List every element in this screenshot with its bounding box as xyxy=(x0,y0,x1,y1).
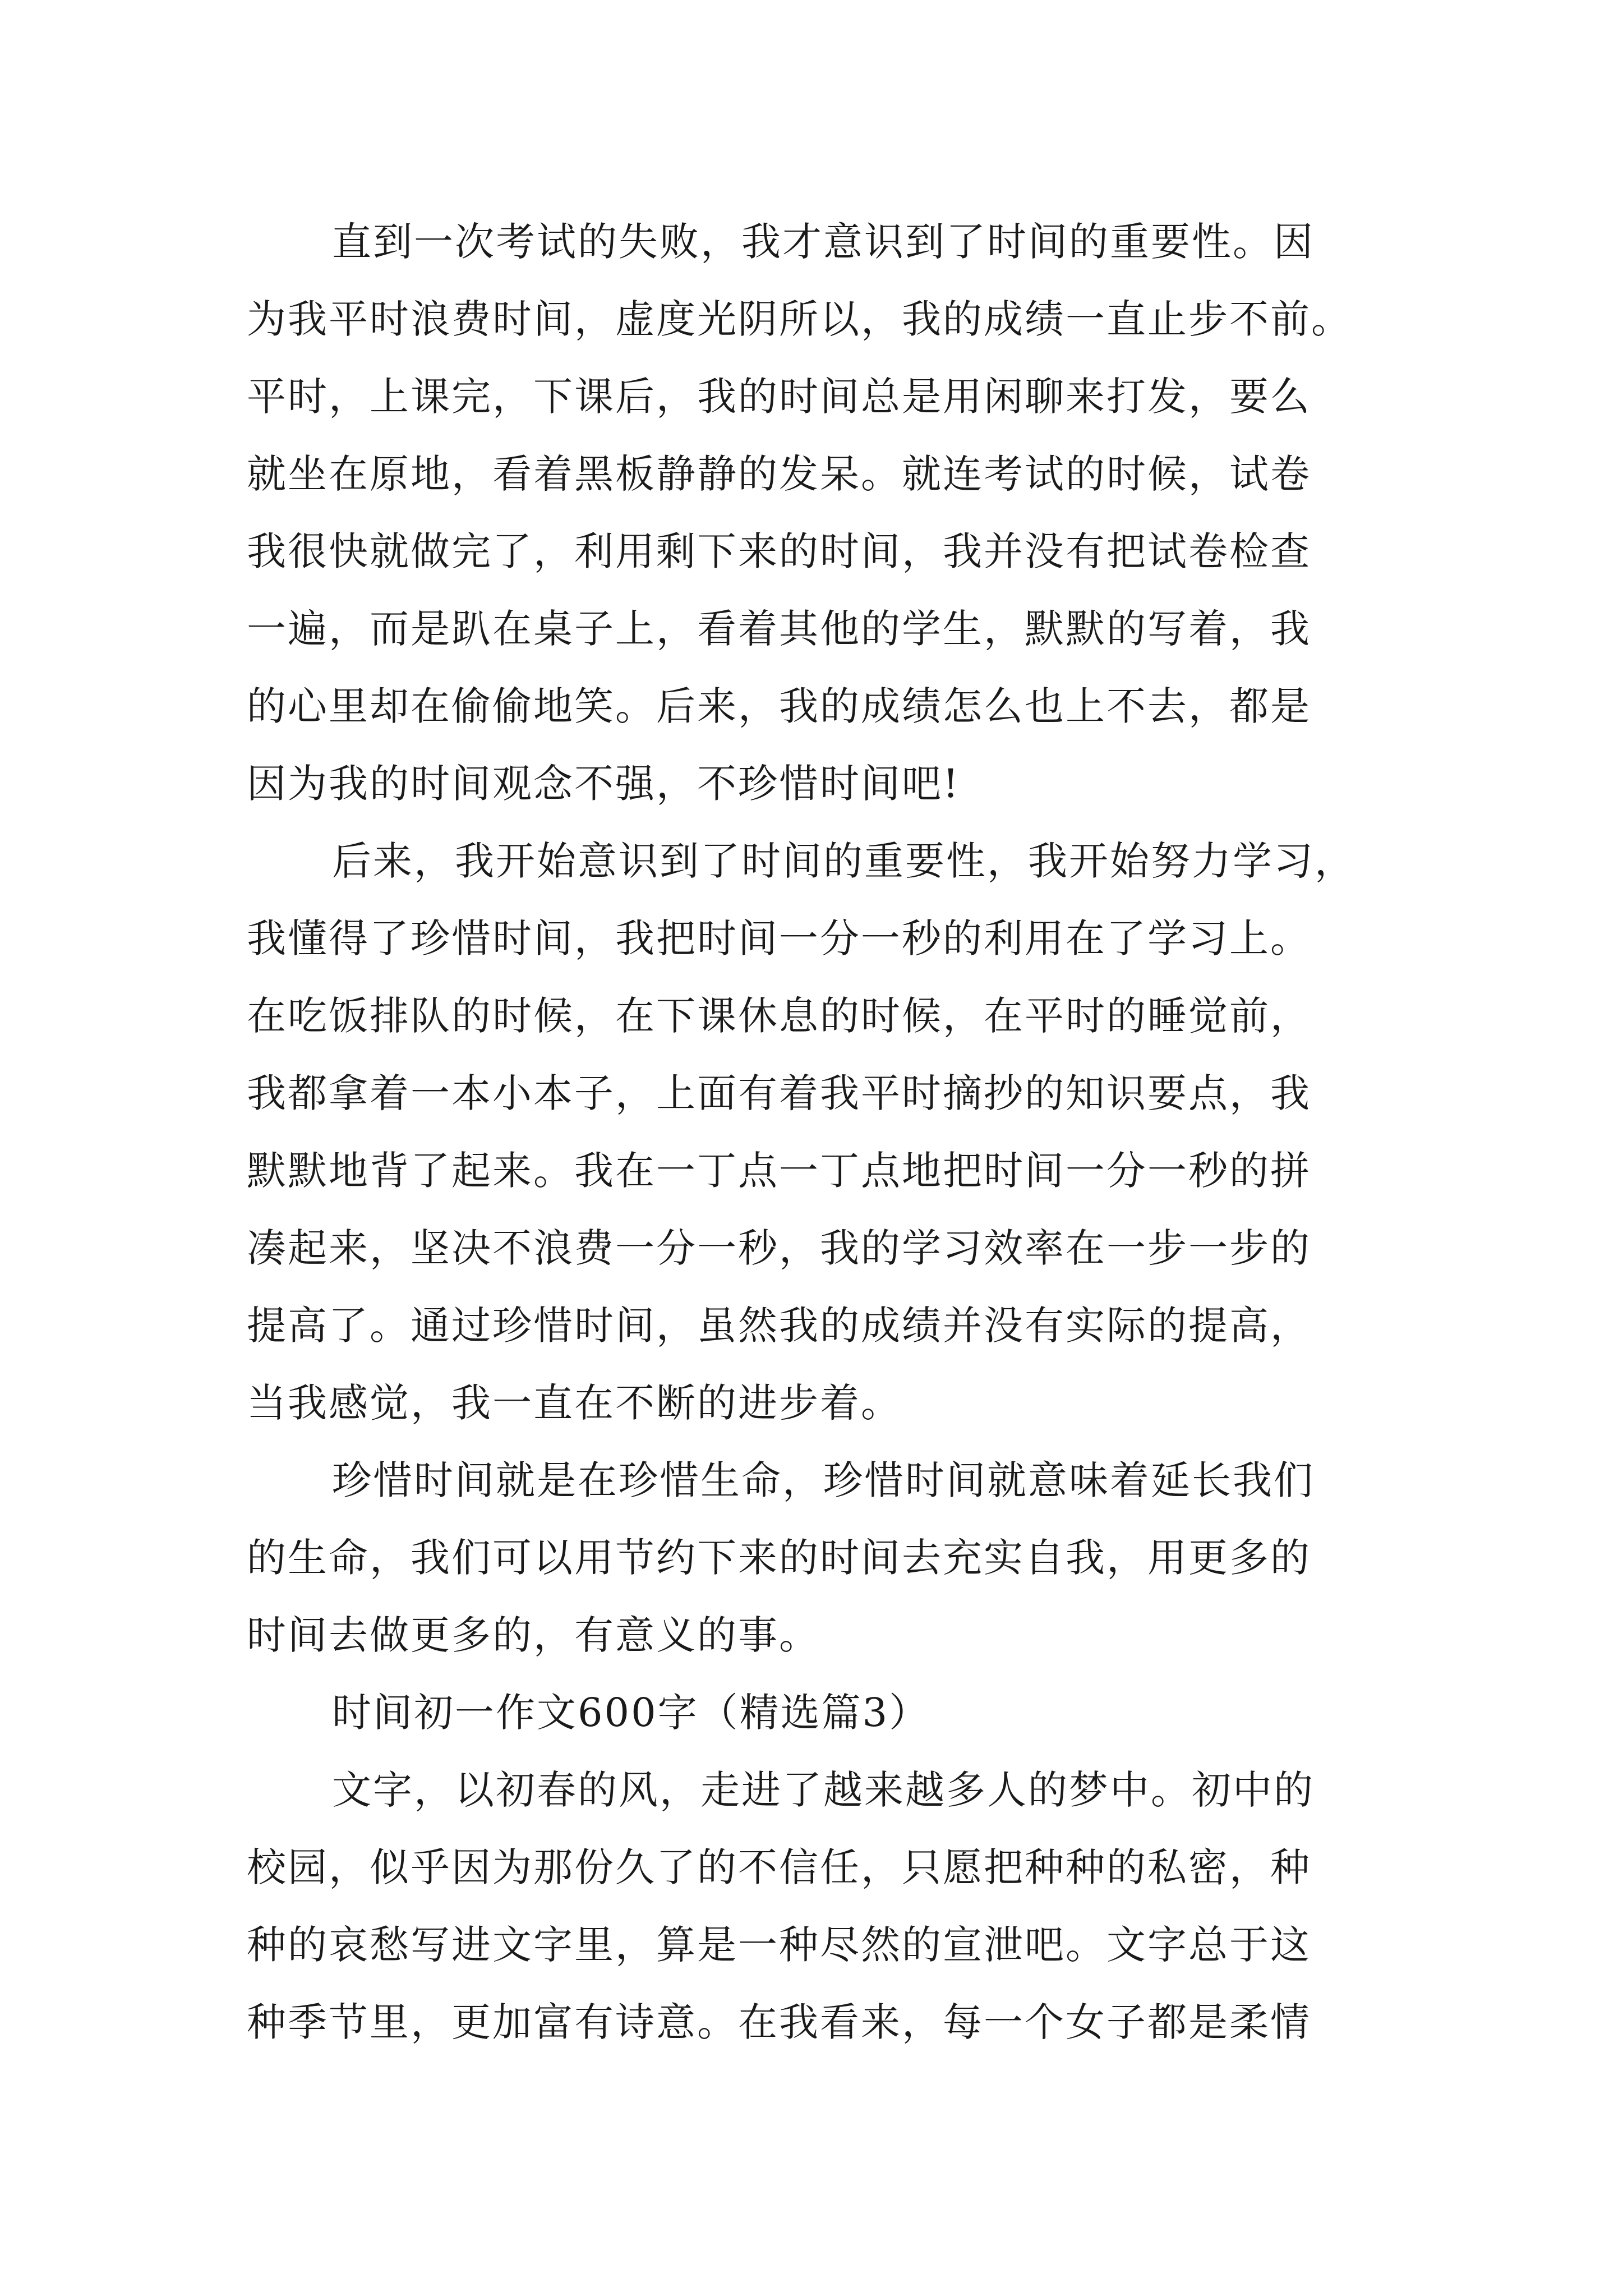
text-line: 一遍，而是趴在桌子上，看着其他的学生，默默的写着，我 xyxy=(247,606,1311,652)
text-line: 我懂得了珍惜时间，我把时间一分一秒的利用在了学习上。 xyxy=(247,915,1311,961)
text-line: 时间去做更多的，有意义的事。 xyxy=(247,1612,820,1658)
text-line: 平时，上课完，下课后，我的时间总是用闲聊来打发，要么 xyxy=(247,374,1311,420)
text-line: 直到一次考试的失败，我才意识到了时间的重要性。因 xyxy=(332,219,1315,265)
text-line: 种的哀愁写进文字里，算是一种尽然的宣泄吧。文字总于这 xyxy=(247,1922,1311,1968)
text-line: 我很快就做完了，利用剩下来的时间，我并没有把试卷检查 xyxy=(247,528,1311,574)
text-line: 因为我的时间观念不强，不珍惜时间吧! xyxy=(247,761,961,807)
text-line: 默默地背了起来。我在一丁点一丁点地把时间一分一秒的拼 xyxy=(247,1148,1311,1194)
document-body xyxy=(247,203,1402,2061)
text-line: 种季节里，更加富有诗意。在我看来，每一个女子都是柔情 xyxy=(247,1999,1311,2045)
text-line: 文字，以初春的风，走进了越来越多人的梦中。初中的 xyxy=(332,1767,1315,1813)
text-line: 后来，我开始意识到了时间的重要性，我开始努力学习， xyxy=(332,838,1355,884)
text-line: 的生命，我们可以用节约下来的时间去充实自我，用更多的 xyxy=(247,1535,1311,1581)
section-heading: 时间初一作文600字（精选篇3） xyxy=(332,1690,930,1736)
text-line: 当我感觉，我一直在不断的进步着。 xyxy=(247,1380,902,1426)
text-line: 我都拿着一本小本子，上面有着我平时摘抄的知识要点，我 xyxy=(247,1070,1311,1116)
text-line: 提高了。通过珍惜时间，虽然我的成绩并没有实际的提高， xyxy=(247,1303,1311,1349)
text-line: 为我平时浪费时间，虚度光阴所以，我的成绩一直止步不前。 xyxy=(247,296,1352,342)
text-line: 校园，似乎因为那份久了的不信任，只愿把种种的私密，种 xyxy=(247,1844,1311,1890)
text-line: 珍惜时间就是在珍惜生命，珍惜时间就意味着延长我们 xyxy=(332,1457,1315,1503)
text-line: 的心里却在偷偷地笑。后来，我的成绩怎么也上不去，都是 xyxy=(247,683,1311,729)
text-line: 凑起来，坚决不浪费一分一秒，我的学习效率在一步一步的 xyxy=(247,1225,1311,1271)
text-line: 在吃饭排队的时候，在下课休息的时候，在平时的睡觉前， xyxy=(247,993,1311,1039)
text-line: 就坐在原地，看着黑板静静的发呆。就连考试的时候，试卷 xyxy=(247,451,1311,497)
